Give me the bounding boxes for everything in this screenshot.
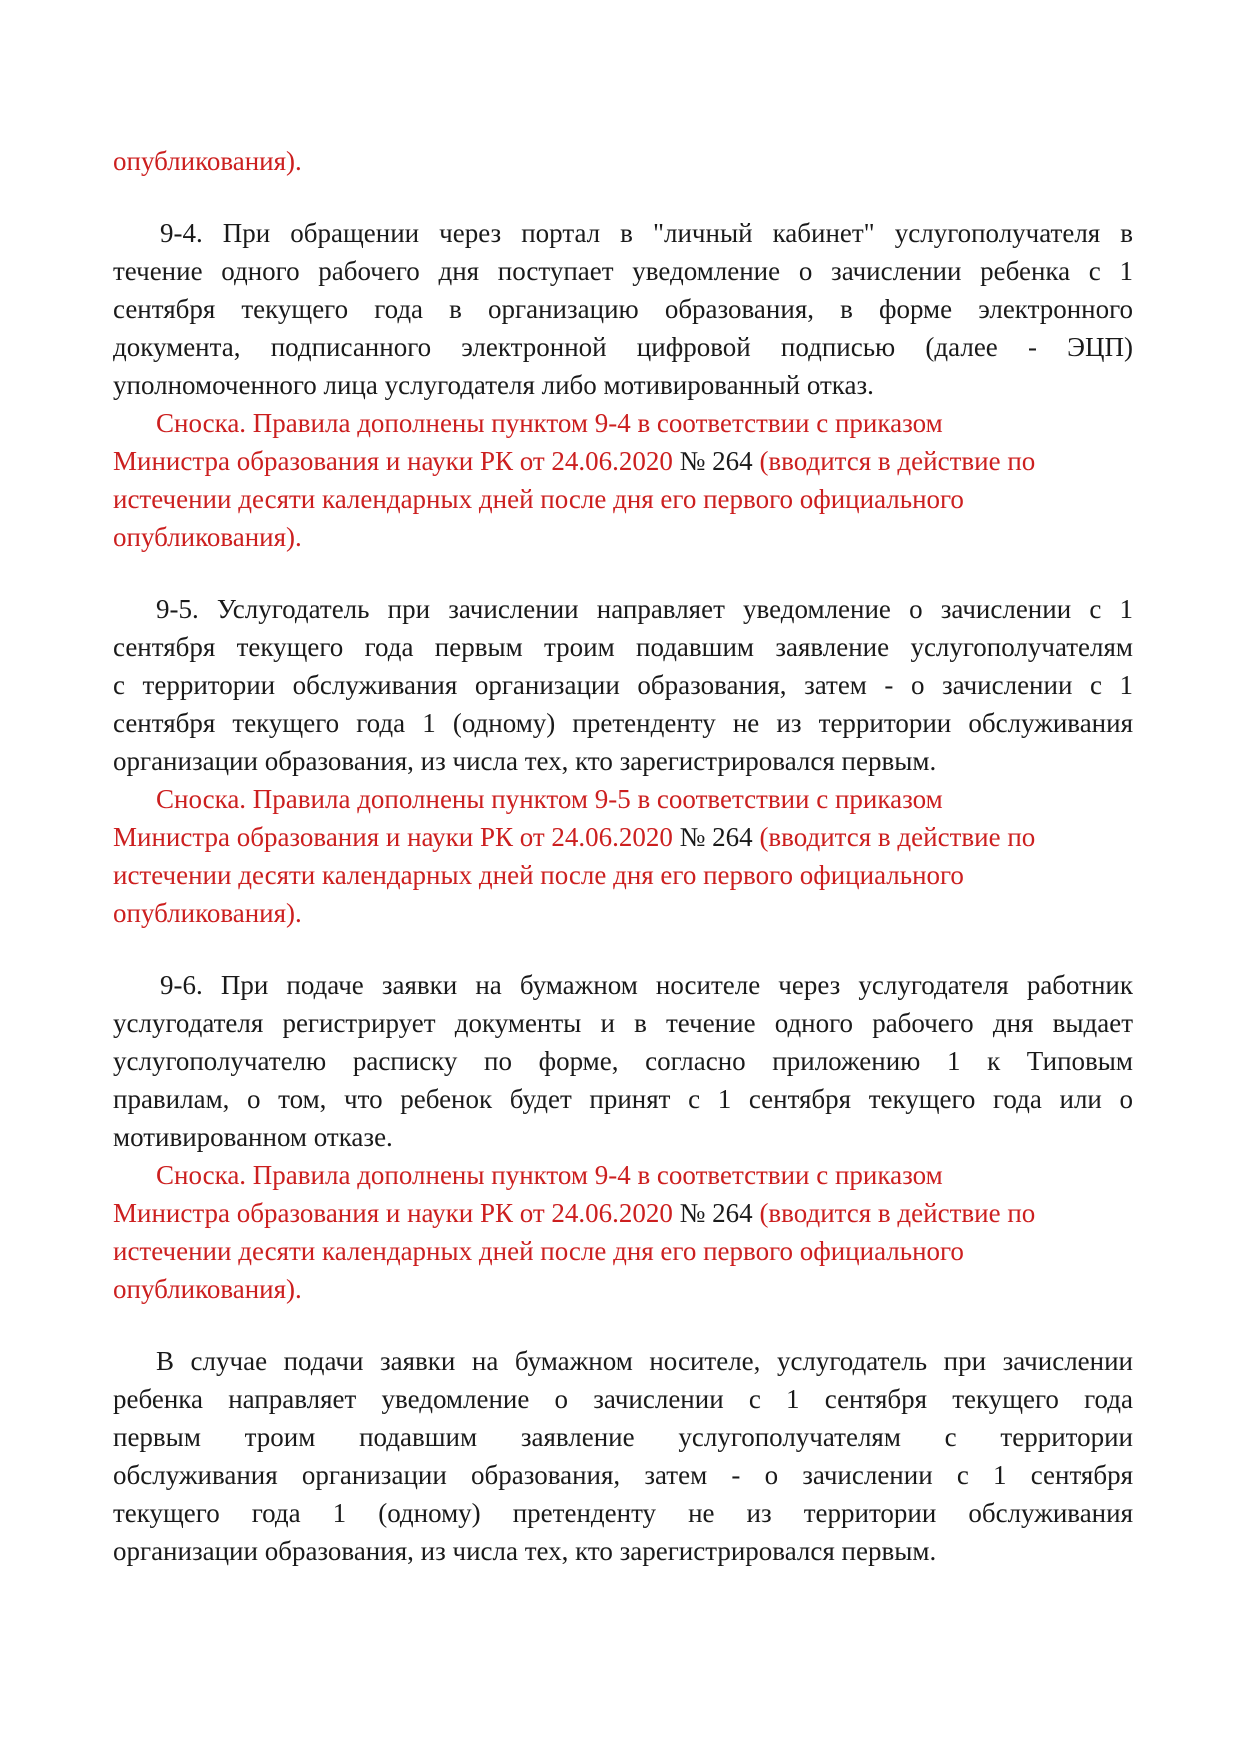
section-line: течение одного рабочего дня поступает уведомление о зачислении ребенка с 1 (113, 256, 1133, 286)
footnote-line: опубликования). (113, 1274, 302, 1304)
section-line: 9-4. При обращении через портал в "личный кабинет" услугополучателя в (160, 218, 1133, 248)
paragraph-line: В случае подачи заявки на бумажном носителе, услугодатель при зачислении (156, 1346, 1133, 1376)
section-line: сентября текущего года 1 (одному) претенденту не из территории обслуживания (113, 708, 1133, 738)
footnote-ref-tail: (вводится в действие по (752, 446, 1036, 476)
footnote-line: Сноска. Правила дополнены пунктом 9-4 в соответствии с приказом (156, 408, 943, 438)
footnote-line: опубликования). (113, 898, 302, 928)
document-content (113, 142, 1133, 1570)
section-line: уполномоченного лица услугодателя либо мотивированный отказ. (113, 370, 874, 400)
footnote-order-number: № 264 (672, 1198, 753, 1228)
section-line: организации образования, из числа тех, кто зарегистрировался первым. (113, 746, 937, 776)
footnote-ref-text: Министра образования и науки РК от 24.06.2020 (113, 822, 673, 852)
footnote-9-4 (113, 404, 1133, 556)
footnote-ref-tail: (вводится в действие по (752, 1198, 1036, 1228)
paragraph-line: первым троим подавшим заявление услугополучателям с территории (113, 1422, 1133, 1452)
footnote-line: истечении десяти календарных дней после дня его первого официального (113, 484, 964, 514)
footnote-9-6 (113, 1156, 1133, 1308)
spacer (113, 180, 1133, 214)
section-line: 9-6. При подаче заявки на бумажном носителе через услугодателя работник (160, 970, 1133, 1000)
section-line: мотивированном отказе. (113, 1122, 393, 1152)
footnote-line: истечении десяти календарных дней после дня его первого официального (113, 860, 964, 890)
section-9-6 (113, 966, 1133, 1308)
spacer (113, 556, 1133, 590)
footnote-9-5 (113, 780, 1133, 932)
section-line: сентября текущего года в организацию образования, в форме электронного (113, 294, 1133, 324)
section-line: услугополучателю расписку по форме, согласно приложению 1 к Типовым (113, 1046, 1133, 1076)
spacer (113, 1308, 1133, 1342)
paragraph-line: организации образования, из числа тех, кто зарегистрировался первым. (113, 1536, 937, 1566)
section-9-5 (113, 590, 1133, 932)
section-line: 9-5. Услугодатель при зачислении направляет уведомление о зачислении с 1 (156, 594, 1133, 624)
footnote-line: опубликования). (113, 522, 302, 552)
footnote-ref-tail: (вводится в действие по (752, 822, 1036, 852)
footnote-order-number: № 264 (672, 446, 753, 476)
paragraph-line: обслуживания организации образования, затем - о зачислении с 1 сентября (113, 1460, 1133, 1490)
section-line: документа, подписанного электронной цифровой подписью (далее - ЭЦП) (113, 332, 1133, 362)
section-line: услугодателя регистрирует документы и в течение одного рабочего дня выдает (113, 1008, 1133, 1038)
paragraph-line: ребенка направляет уведомление о зачислении с 1 сентября текущего года (113, 1384, 1133, 1414)
footnote-line (113, 1194, 1133, 1232)
lead-in-text: опубликования). (113, 146, 302, 176)
footnote-ref-text: Министра образования и науки РК от 24.06.2020 (113, 1198, 673, 1228)
final-paragraph (113, 1342, 1133, 1570)
footnote-line: Сноска. Правила дополнены пунктом 9-4 в соответствии с приказом (156, 1160, 943, 1190)
footnote-line: истечении десяти календарных дней после дня его первого официального (113, 1236, 964, 1266)
footnote-ref-text: Министра образования и науки РК от 24.06.2020 (113, 446, 673, 476)
footnote-line: Сноска. Правила дополнены пунктом 9-5 в соответствии с приказом (156, 784, 943, 814)
section-9-4 (113, 214, 1133, 556)
footnote-line (113, 442, 1133, 480)
section-line: с территории обслуживания организации образования, затем - о зачислении с 1 (113, 670, 1133, 700)
paragraph-line: текущего года 1 (одному) претенденту не из территории обслуживания (113, 1498, 1133, 1528)
spacer (113, 932, 1133, 966)
footnote-order-number: № 264 (672, 822, 753, 852)
section-line: правилам, о том, что ребенок будет принят с 1 сентября текущего года или о (113, 1084, 1133, 1114)
footnote-line (113, 818, 1133, 856)
section-line: сентября текущего года первым троим подавшим заявление услугополучателям (113, 632, 1133, 662)
